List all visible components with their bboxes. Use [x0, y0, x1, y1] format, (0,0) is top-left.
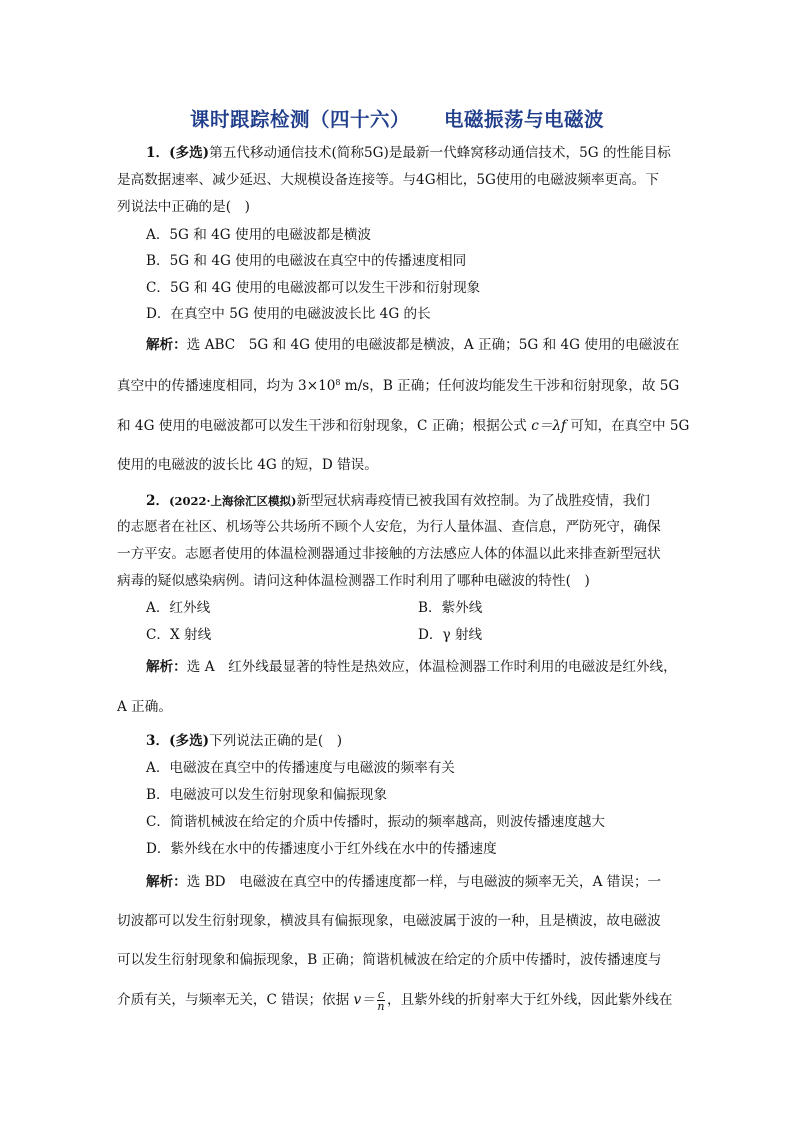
- speed-formula-lhs: v＝: [353, 992, 375, 1008]
- q1-analysis-line-4: 使用的电磁波的波长比 4G 的短，D 错误。: [117, 457, 378, 473]
- q1-tag: (多选): [169, 145, 210, 161]
- q1-option-b: B．5G 和 4G 使用的电磁波在真空中的传播速度相同: [146, 253, 467, 269]
- fraction-c-over-n: $\frac{c}{n}$: [377, 988, 385, 1013]
- q1-number: 1．: [146, 145, 170, 161]
- q1-analysis-line-2: 真空中的传播速度相同，均为 $3\times 10^8$ m/s，B 正确；任何波均能发生干涉和衍射现象，故 5G: [117, 378, 680, 394]
- q1-analysis-line-1: [146, 333, 680, 353]
- page-title: [0, 104, 794, 132]
- q1-stem-text-1: 第五代移动通信技术(简称5G)是最新一代蜂窝移动通信技术，5G 的性能目标: [209, 145, 671, 161]
- q1-option-c: C．5G 和 4G 使用的电磁波都可以发生干涉和衍射现象: [146, 280, 481, 296]
- title-sub: 电磁振荡与电磁波: [444, 108, 605, 131]
- q1-stem-line-3: 列说法中正确的是( ): [117, 199, 250, 215]
- q3-analysis-line-4: 介质有关，与频率无关，C 错误；依据 v＝ $\frac{c}{n}$ ，且紫外线的折射率大于红外线，因此紫外线在: [117, 988, 673, 1013]
- q3-answer-label: 解析：: [146, 874, 187, 890]
- q2-stem-line-3: 一方平安。志愿者使用的体温检测器通过非接触的方法感应人体的体温以此来排查新型冠状: [117, 546, 661, 562]
- q1-analysis-line-3: 和 4G 使用的电磁波都可以发生干涉和衍射现象，C 正确；根据公式 c＝λf 可知，在真空中 5G: [117, 418, 690, 434]
- q2-option-a: A．红外线: [146, 600, 211, 616]
- q3-analysis-line-1: [146, 870, 661, 890]
- q1-option-a: A．5G 和 4G 使用的电磁波都是横波: [146, 227, 371, 243]
- q2-stem-text-1: 新型冠状病毒疫情已被我国有效控制。为了战胜疫情，我们: [296, 493, 650, 509]
- q3-option-a: A．电磁波在真空中的传播速度与电磁波的频率有关: [146, 760, 455, 776]
- q2-answer-label: 解析：: [146, 659, 187, 675]
- exponent: 8: [335, 378, 341, 387]
- q1-option-d: D．在真空中 5G 使用的电磁波波长比 4G 的长: [146, 306, 431, 322]
- q2-option-b: B．紫外线: [418, 600, 483, 616]
- q1-answer-label: 解析：: [146, 337, 187, 353]
- q2-analysis-line-1: [146, 655, 677, 675]
- q3-stem-line-1: [146, 729, 342, 749]
- q2-analysis-text-1: 选 A 红外线最显著的特性是热效应，体温检测器工作时利用的电磁波是红外线，: [186, 659, 677, 675]
- q2-option-c: C．X 射线: [146, 627, 212, 643]
- q3-option-b: B．电磁波可以发生衍射现象和偏振现象: [146, 787, 388, 803]
- q2-option-d: D．γ 射线: [418, 627, 483, 643]
- q2-analysis-line-2: A 正确。: [117, 699, 172, 715]
- q2-stem-line-4: 病毒的疑似感染病例。请问这种体温检测器工作时利用了哪种电磁波的特性( ): [117, 573, 590, 589]
- q3-stem-text-1: 下列说法正确的是( ): [209, 733, 343, 749]
- q2-stem-line-2: 的志愿者在社区、机场等公共场所不顾个人安危，为行人量体温、查信息，严防死守，确保: [117, 519, 661, 535]
- q2-source: (2022·上海徐汇区模拟): [169, 494, 297, 508]
- q3-analysis-line-2: 切波都可以发生衍射现象，横波具有偏振现象，电磁波属于波的一种，且是横波，故电磁波: [117, 913, 661, 929]
- q3-number: 3．: [146, 733, 170, 749]
- q2-stem-line-1: [146, 489, 650, 509]
- q1-analysis-text-1: 选 ABC 5G 和 4G 使用的电磁波都是横波，A 正确；5G 和 4G 使用的电磁波在: [186, 337, 680, 353]
- q3-analysis-line-3: 可以发生衍射现象和偏振现象，B 正确；简谐机械波在给定的介质中传播时，波传播速度与: [117, 952, 662, 968]
- q3-option-c: C．简谐机械波在给定的介质中传播时，振动的频率越高，则波传播速度越大: [146, 814, 605, 830]
- wave-formula: c＝λf: [531, 418, 567, 434]
- q3-analysis-text-1: 选 BD 电磁波在真空中的传播速度都一样，与电磁波的频率无关，A 错误；一: [186, 874, 662, 890]
- q2-number: 2．: [146, 493, 170, 509]
- q3-option-d: D．紫外线在水中的传播速度小于红外线在水中的传播速度: [146, 841, 497, 857]
- q1-stem-line-1: [146, 141, 671, 161]
- title-main: 课时跟踪检测（四十六）: [189, 108, 410, 131]
- q3-tag: (多选): [169, 733, 210, 749]
- q1-stem-line-2: 是高数据速率、减少延迟、大规模设备连接等。与4G相比，5G使用的电磁波频率更高。下: [117, 172, 659, 188]
